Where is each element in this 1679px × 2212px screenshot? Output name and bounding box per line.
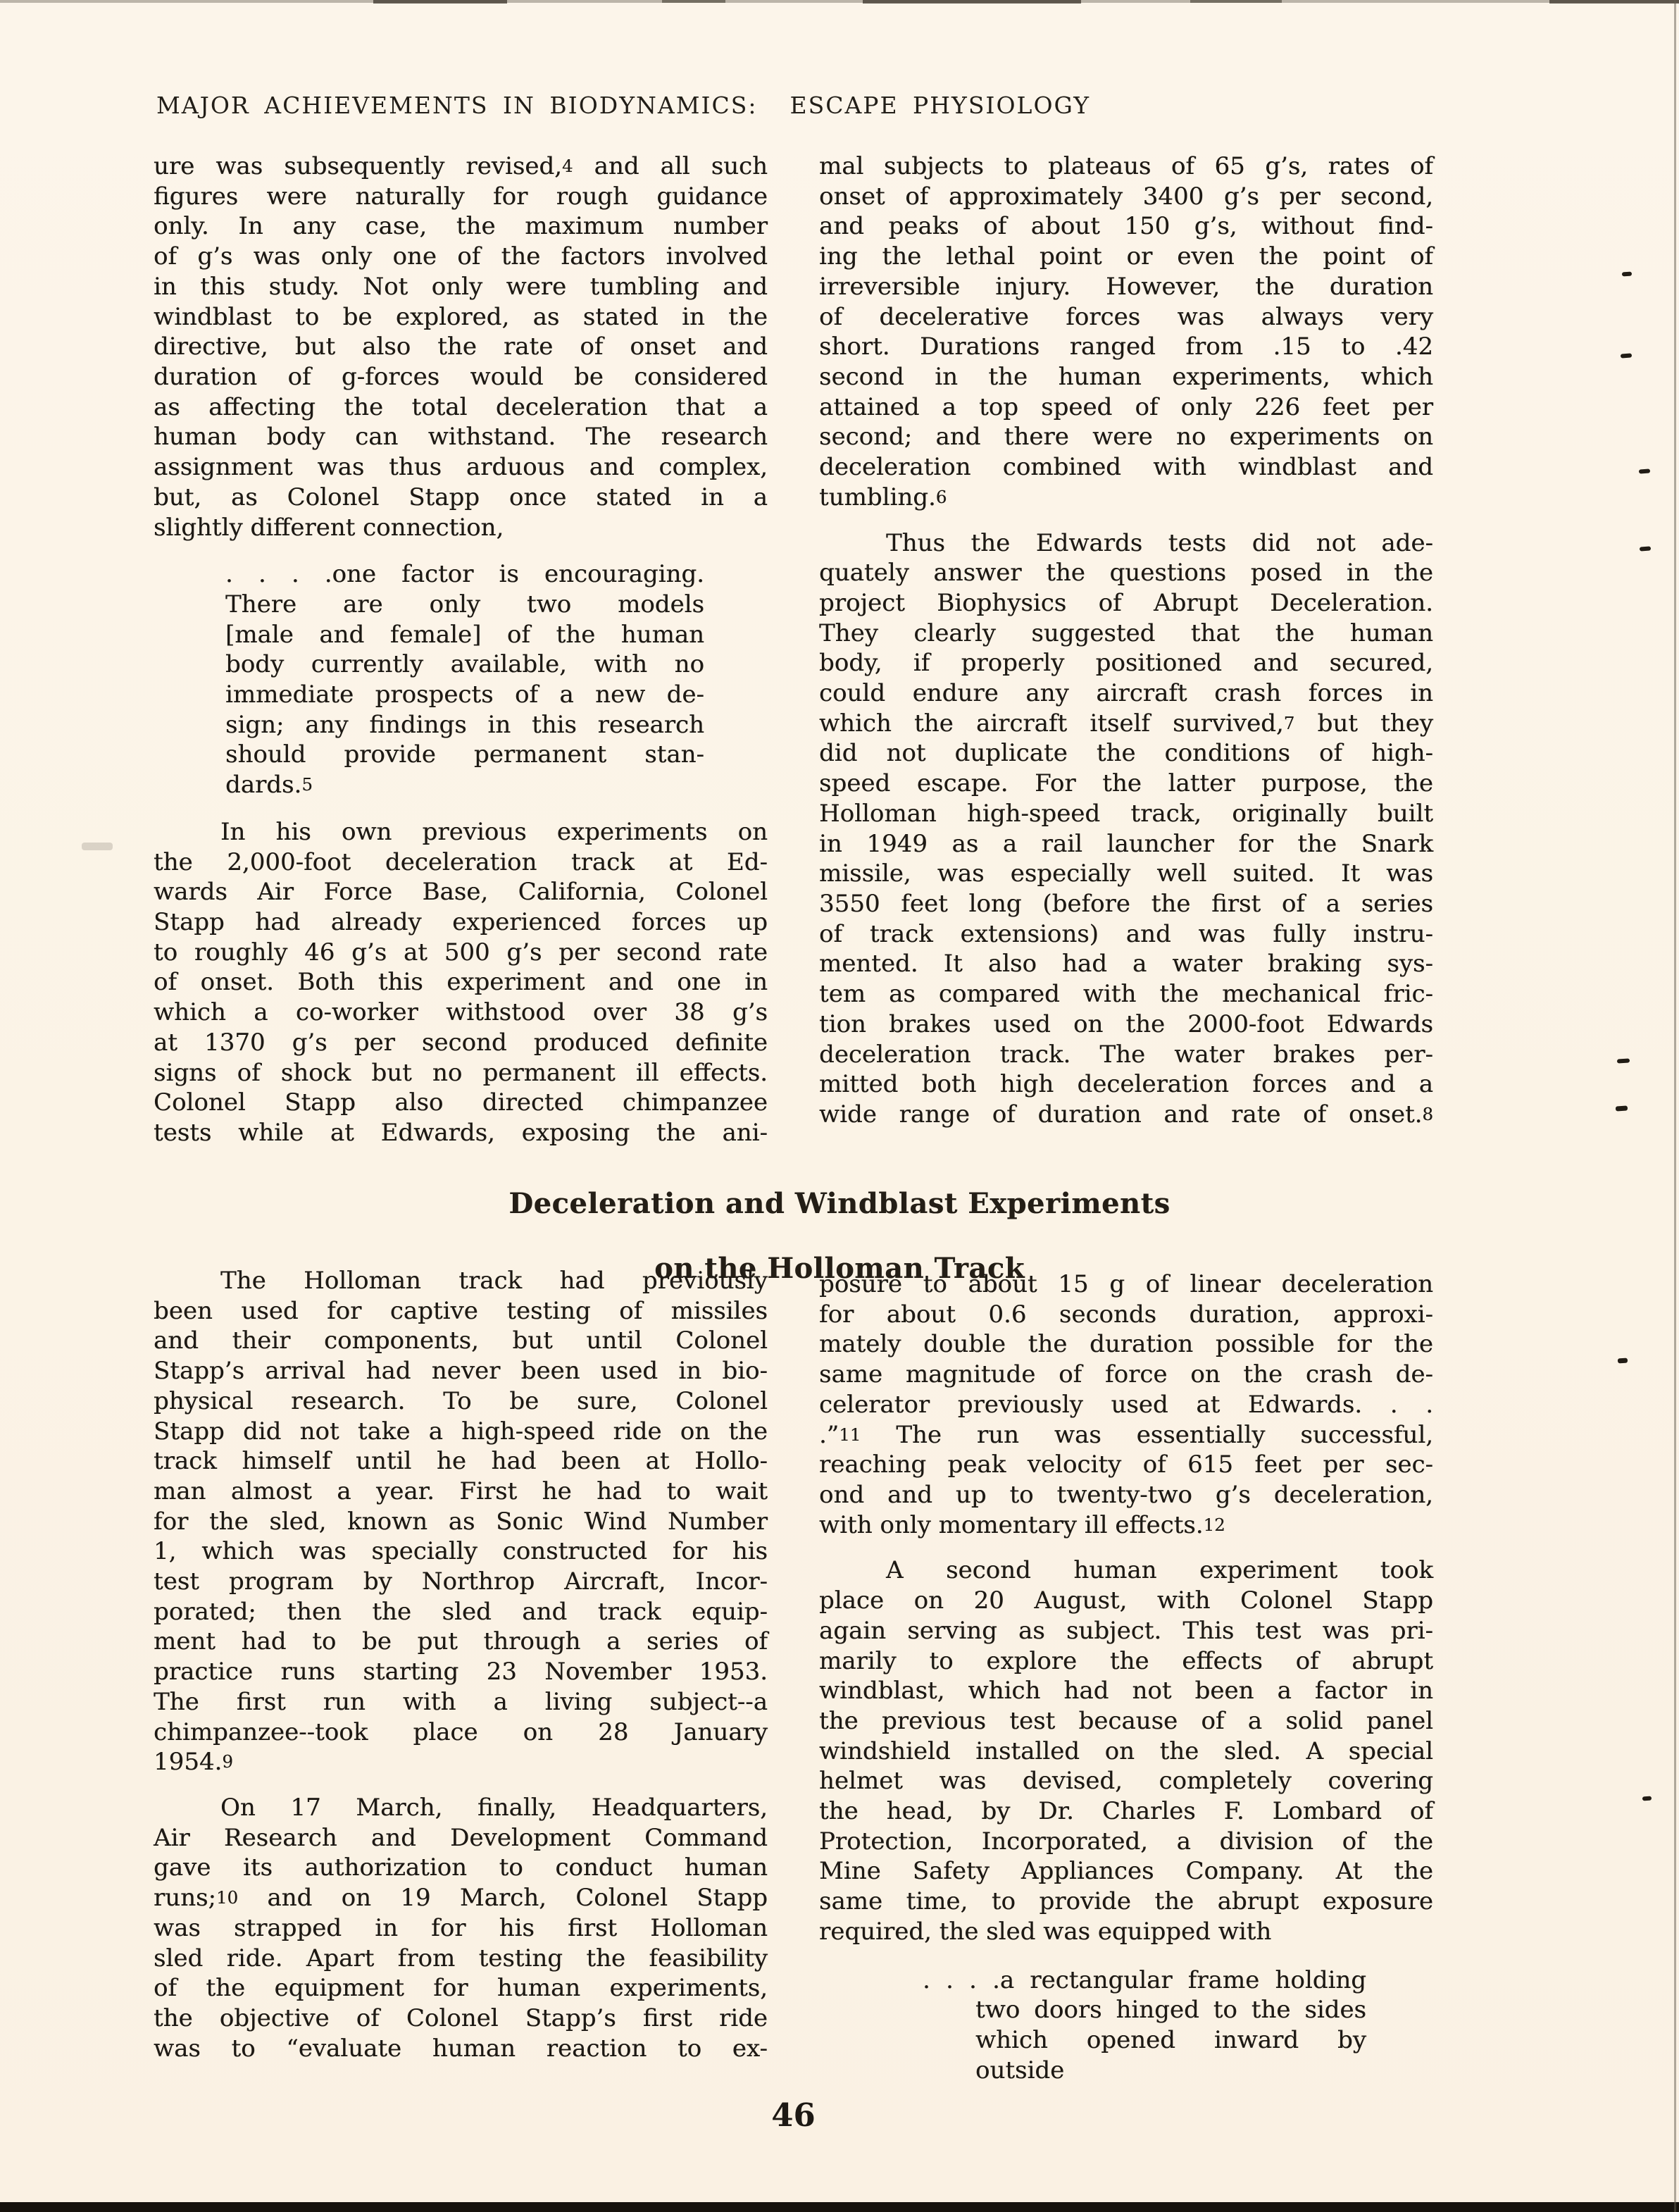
text-line: and their components, but until Colonel — [154, 1326, 768, 1355]
page-number: 46 — [771, 2096, 816, 2134]
text-line: porated; then the sled and track equip- — [154, 1597, 768, 1626]
margin-mark — [1642, 1796, 1652, 1801]
text-line: missile, was especially well suited. It was — [819, 859, 1433, 888]
page-top-edge — [0, 0, 1679, 3]
text-line: figures were naturally for rough guidance — [154, 182, 768, 211]
text-line: irreversible injury. However, the duration — [819, 272, 1433, 301]
running-head-title: MAJOR ACHIEVEMENTS IN BIODYNAMICS: — [156, 92, 758, 119]
text-line: On 17 March, finally, Headquarters, — [220, 1794, 768, 1822]
column-upper-left — [154, 151, 768, 1148]
margin-mark — [1616, 1105, 1628, 1111]
text-line: ment had to be put through a series of — [154, 1627, 768, 1656]
text-line: and peaks of about 150 g’s, without find- — [819, 212, 1433, 241]
footnote-reference: 9 — [222, 1751, 233, 1772]
text-line: windshield installed on the sled. A special — [819, 1736, 1433, 1765]
page-top-edge-segment — [1190, 0, 1282, 3]
text-line: posure to about 15 g of linear deceleration — [819, 1270, 1433, 1298]
page-right-edge — [1674, 0, 1676, 2212]
paragraph — [819, 1555, 1433, 1946]
footnote-reference: 5 — [301, 774, 313, 795]
text-line: was strapped in for his first Holloman — [154, 1913, 768, 1942]
text-line: tion brakes used on the 2000-foot Edwards — [819, 1009, 1433, 1038]
text-line: deceleration combined with windblast and — [819, 453, 1433, 482]
text-line: Stapp had already experienced forces up — [154, 908, 768, 936]
text-line: which opened inward by outside — [975, 2026, 1366, 2084]
text-line: tem as compared with the mechanical fric- — [819, 980, 1433, 1009]
text-line: wide range of duration and rate of onset.8 — [819, 1100, 1433, 1129]
text-line: .”11 The run was essentially successful, — [819, 1420, 1433, 1449]
text-line: immediate prospects of a new de- — [225, 681, 704, 709]
text-line: of decelerative forces was always very — [819, 302, 1433, 331]
text-line: body, if properly positioned and secured, — [819, 649, 1433, 678]
footnote-reference: 6 — [935, 486, 947, 507]
text-line: reaching peak velocity of 615 feet per sec- — [819, 1450, 1433, 1479]
text-line: There are only two models — [225, 590, 704, 619]
text-line: The Holloman track had previously — [220, 1267, 768, 1295]
text-line: 3550 feet long (before the first of a series — [819, 890, 1433, 918]
text-line: mitted both high deceleration forces and a — [819, 1070, 1433, 1099]
text-line: practice runs starting 23 November 1953. — [154, 1658, 768, 1686]
text-line: The first run with a living subject--a — [154, 1687, 768, 1716]
section-heading-line2: on the Holloman Track — [654, 1252, 1025, 1286]
text-line: ing the lethal point or even the point of — [819, 242, 1433, 271]
paragraph — [819, 1269, 1433, 1540]
text-line: of onset. Both this experiment and one in — [154, 968, 768, 997]
text-line: been used for captive testing of missiles — [154, 1296, 768, 1325]
text-line: Protection, Incorporated, a division of the — [819, 1827, 1433, 1856]
text-line: could endure any aircraft crash forces in — [819, 679, 1433, 708]
text-line: of g’s was only one of the factors involved — [154, 242, 768, 271]
text-line: in 1949 as a rail launcher for the Snark — [819, 829, 1433, 858]
footnote-reference: 4 — [561, 156, 573, 177]
text-line: did not duplicate the conditions of high- — [819, 739, 1433, 768]
margin-mark — [1618, 1358, 1628, 1364]
text-line: slightly different connection, — [154, 513, 504, 542]
text-line: sled ride. Apart from testing the feasibility — [154, 1944, 768, 1972]
text-line: same time, to provide the abrupt exposure — [819, 1887, 1433, 1916]
text-line: which the aircraft itself survived,7 but they — [819, 709, 1433, 738]
text-line: onset of approximately 3400 g’s per second, — [819, 182, 1433, 211]
text-line: sign; any findings in this research — [225, 710, 704, 739]
text-line: required, the sled was equipped with — [819, 1917, 1272, 1946]
text-line: duration of g-forces would be considered — [154, 362, 768, 391]
text-line: ond and up to twenty-two g’s deceleration, — [819, 1480, 1433, 1509]
text-line: Air Research and Development Command — [154, 1823, 768, 1852]
text-line: Stapp did not take a high-speed ride on the — [154, 1417, 768, 1446]
running-head-subtitle: ESCAPE PHYSIOLOGY — [789, 92, 1091, 119]
footnote-reference: 11 — [839, 1424, 861, 1445]
text-line: helmet was devised, completely covering — [819, 1767, 1433, 1796]
text-line: was to “evaluate human reaction to ex- — [154, 2034, 768, 2063]
paragraph — [154, 1793, 768, 2063]
paragraph — [154, 1266, 768, 1777]
column-lower-left — [154, 1266, 768, 2063]
text-line: should provide permanent stan- — [225, 740, 704, 769]
blockquote — [225, 559, 704, 800]
text-line: for about 0.6 seconds duration, approxi- — [819, 1300, 1433, 1329]
text-line: place on 20 August, with Colonel Stapp — [819, 1586, 1433, 1615]
text-line: 1, which was specially constructed for his — [154, 1537, 768, 1566]
text-line: gave its authorization to conduct human — [154, 1853, 768, 1882]
page-bottom-edge — [0, 2202, 1679, 2212]
text-line: second; and there were no experiments on — [819, 423, 1433, 452]
margin-smudge — [82, 843, 113, 850]
footnote-reference: 12 — [1203, 1514, 1225, 1535]
text-line: . . . .one factor is encouraging. — [225, 560, 704, 589]
text-line: directive, but also the rate of onset and — [154, 333, 768, 361]
text-line: windblast to be explored, as stated in the — [154, 302, 768, 331]
text-line: wards Air Force Base, California, Colonel — [154, 878, 768, 907]
text-line: in this study. Not only were tumbling and — [154, 272, 768, 301]
text-line: for the sled, known as Sonic Wind Number — [154, 1507, 768, 1536]
text-line: quately answer the questions posed in the — [819, 559, 1433, 588]
text-line: second in the human experiments, which — [819, 362, 1433, 391]
text-line: chimpanzee--took place on 28 January — [154, 1717, 768, 1746]
paragraph — [154, 817, 768, 1148]
margin-mark — [1621, 353, 1632, 358]
text-line: short. Durations ranged from .15 to .42 — [819, 333, 1433, 361]
text-line: Stapp’s arrival had never been used in bio- — [154, 1357, 768, 1386]
text-line: of the equipment for human experiments, — [154, 1974, 768, 2003]
text-line: In his own previous experiments on — [220, 817, 768, 846]
text-line: attained a top speed of only 226 feet per — [819, 392, 1433, 421]
text-line: deceleration track. The water brakes per- — [819, 1040, 1433, 1069]
text-line: dards.5 — [225, 771, 313, 800]
text-line: which a co-worker withstood over 38 g’s — [154, 998, 768, 1027]
text-line: Mine Safety Appliances Company. At the — [819, 1857, 1433, 1886]
text-line: physical research. To be sure, Colonel — [154, 1386, 768, 1415]
text-line: man almost a year. First he had to wait — [154, 1477, 768, 1505]
text-line: the head, by Dr. Charles F. Lombard of — [819, 1797, 1433, 1826]
text-line: Holloman high-speed track, originally built — [819, 799, 1433, 828]
text-line: tumbling.6 — [819, 483, 947, 511]
page-top-edge-segment — [1549, 0, 1679, 4]
margin-mark — [1617, 1058, 1630, 1063]
text-line: the objective of Colonel Stapp’s first ride — [154, 2004, 768, 2032]
text-line: with only momentary ill effects.12 — [819, 1510, 1225, 1539]
text-line: Thus the Edwards tests did not ade- — [886, 528, 1433, 557]
text-line: but, as Colonel Stapp once stated in a — [154, 483, 768, 511]
text-line: at 1370 g’s per second produced definite — [154, 1028, 768, 1057]
blockquote — [923, 1965, 1366, 2086]
text-line: speed escape. For the latter purpose, the — [819, 769, 1433, 798]
text-line: body currently available, with no — [225, 650, 704, 679]
text-line: of track extensions) and was fully instru- — [819, 919, 1433, 948]
footnote-reference: 7 — [1283, 712, 1295, 733]
text-line: 1954.9 — [154, 1748, 233, 1777]
text-line: windblast, which had not been a factor in — [819, 1677, 1433, 1705]
footnote-reference: 10 — [216, 1887, 239, 1908]
text-line: celerator previously used at Edwards. . . — [819, 1390, 1433, 1419]
text-line: [male and female] of the human — [225, 620, 704, 649]
page-top-edge-segment — [373, 0, 507, 4]
text-line: project Biophysics of Abrupt Deceleration. — [819, 588, 1433, 617]
text-line: assignment was thus arduous and complex, — [154, 453, 768, 482]
paragraph — [819, 528, 1433, 1130]
text-line: human body can withstand. The research — [154, 423, 768, 452]
text-line: marily to explore the effects of abrupt — [819, 1646, 1433, 1675]
margin-mark — [1640, 546, 1651, 551]
text-line: ure was subsequently revised,4 and all such — [154, 152, 768, 180]
text-line: They clearly suggested that the human — [819, 619, 1433, 647]
page-top-edge-segment — [863, 0, 1081, 4]
text-line: track himself until he had been at Hollo- — [154, 1447, 768, 1476]
section-heading-line1: Deceleration and Windblast Experiments — [508, 1187, 1171, 1221]
text-line: again serving as subject. This test was pri- — [819, 1616, 1433, 1645]
margin-mark — [1639, 468, 1650, 473]
text-line: to roughly 46 g’s at 500 g’s per second rate — [154, 938, 768, 967]
text-line: the previous test because of a solid panel — [819, 1706, 1433, 1735]
text-line: mal subjects to plateaus of 65 g’s, rates of — [819, 152, 1433, 180]
text-line: runs;10 and on 19 March, Colonel Stapp — [154, 1884, 768, 1913]
paragraph — [819, 151, 1433, 513]
margin-mark — [1622, 272, 1632, 277]
text-line: A second human experiment took — [886, 1556, 1433, 1585]
text-line: mately double the duration possible for the — [819, 1330, 1433, 1359]
text-line: the 2,000-foot deceleration track at Ed- — [154, 847, 768, 876]
text-line: mented. It also had a water braking sys- — [819, 950, 1433, 978]
column-lower-right — [819, 1269, 1433, 2102]
running-head — [156, 92, 1090, 119]
text-line: two doors hinged to the sides — [975, 1996, 1366, 2025]
text-line: Colonel Stapp also directed chimpanzee — [154, 1088, 768, 1117]
text-line: test program by Northrop Aircraft, Incor- — [154, 1567, 768, 1596]
text-line: signs of shock but no permanent ill effects. — [154, 1058, 768, 1087]
page-top-edge-segment — [662, 0, 725, 3]
text-line: as affecting the total deceleration that a — [154, 392, 768, 421]
column-upper-right — [819, 151, 1433, 1130]
footnote-reference: 8 — [1422, 1103, 1433, 1124]
paragraph — [154, 151, 768, 542]
text-line: only. In any case, the maximum number — [154, 212, 768, 241]
text-line: same magnitude of force on the crash de- — [819, 1360, 1433, 1389]
text-line: . . . .a rectangular frame holding — [923, 1965, 1366, 1994]
text-line: tests while at Edwards, exposing the ani- — [154, 1118, 768, 1147]
